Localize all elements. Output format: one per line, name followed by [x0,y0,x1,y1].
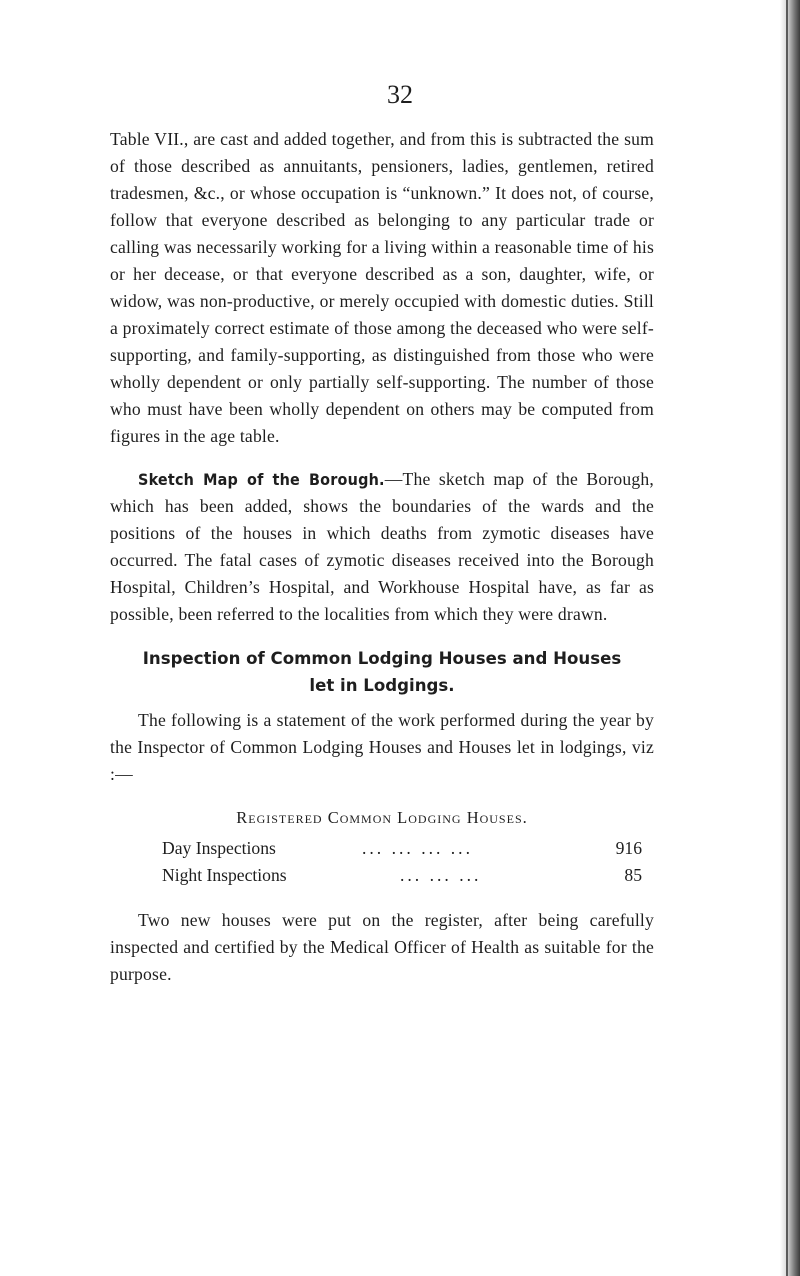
page-number: 32 [387,80,413,109]
paragraph-statement-intro: The following is a statement of the work performed during the year by the Inspector of Common Lodging Houses and Houses let in lodgings, viz :— [110,710,654,784]
stat-row-day-inspections [110,835,654,862]
stat-label: Day Inspections [162,838,276,858]
stat-leader-dots: ... ... ... ... [362,838,473,858]
inspection-stats-list [110,835,654,889]
page-edge-line [786,0,788,1276]
section-heading-line-1: Inspection of Common Lodging Houses and Houses [142,649,622,668]
paragraph-sketch-map [110,466,654,628]
paragraph-table-vii: Table VII., are cast and added together, and from this is subtracted the sum of those described as annuitants, pensioners, ladies, gentlemen, retired tradesmen, &c., or whose occupation is “unknown.” It does not, of course, follow that everyone described as belonging to any particular trade or calling was necessarily working for a living within a reasonable time of his or her decease, or that everyone described as a son, daughter, wife, or widow, was non-productive, or merely occupied with domestic duties. Still a proximately correct estimate of those among the deceased who were self-supporting, and family-supporting, as distinguished from those who were wholly dependent or only partially self-supporting. The number of those who must have been wholly dependent on others may be computed from figures in the age table. [110,129,654,446]
stat-leader-dots: ... ... ... [400,865,482,885]
stat-value: 916 [615,838,642,858]
stat-row-night-inspections [110,862,654,889]
page-content [110,126,654,988]
page-edge-shadow [780,0,800,1276]
sketch-map-text: —The sketch map of the Borough, which has been added, shows the boundaries of the wards and the positions of the houses in which deaths from zymotic diseases have occurred. The fatal cases of zymotic diseases received into the Borough Hospital, Children’s Hospital, and Workhouse Hospital have, as far as possible, been referred to the localities from which they were drawn. [110,469,654,624]
paragraph-new-houses: Two new houses were put on the register, after being carefully inspected and certified by the Medical Officer of Health as suitable for the purpose. [110,910,654,984]
stat-label: Night Inspections [162,865,287,885]
registered-houses-heading: Registered Common Lodging Houses. [236,808,528,827]
sketch-map-heading: Sketch Map of the Borough. [138,470,385,489]
stat-value: 85 [624,865,642,885]
section-heading-line-2: let in Lodgings. [309,676,455,695]
